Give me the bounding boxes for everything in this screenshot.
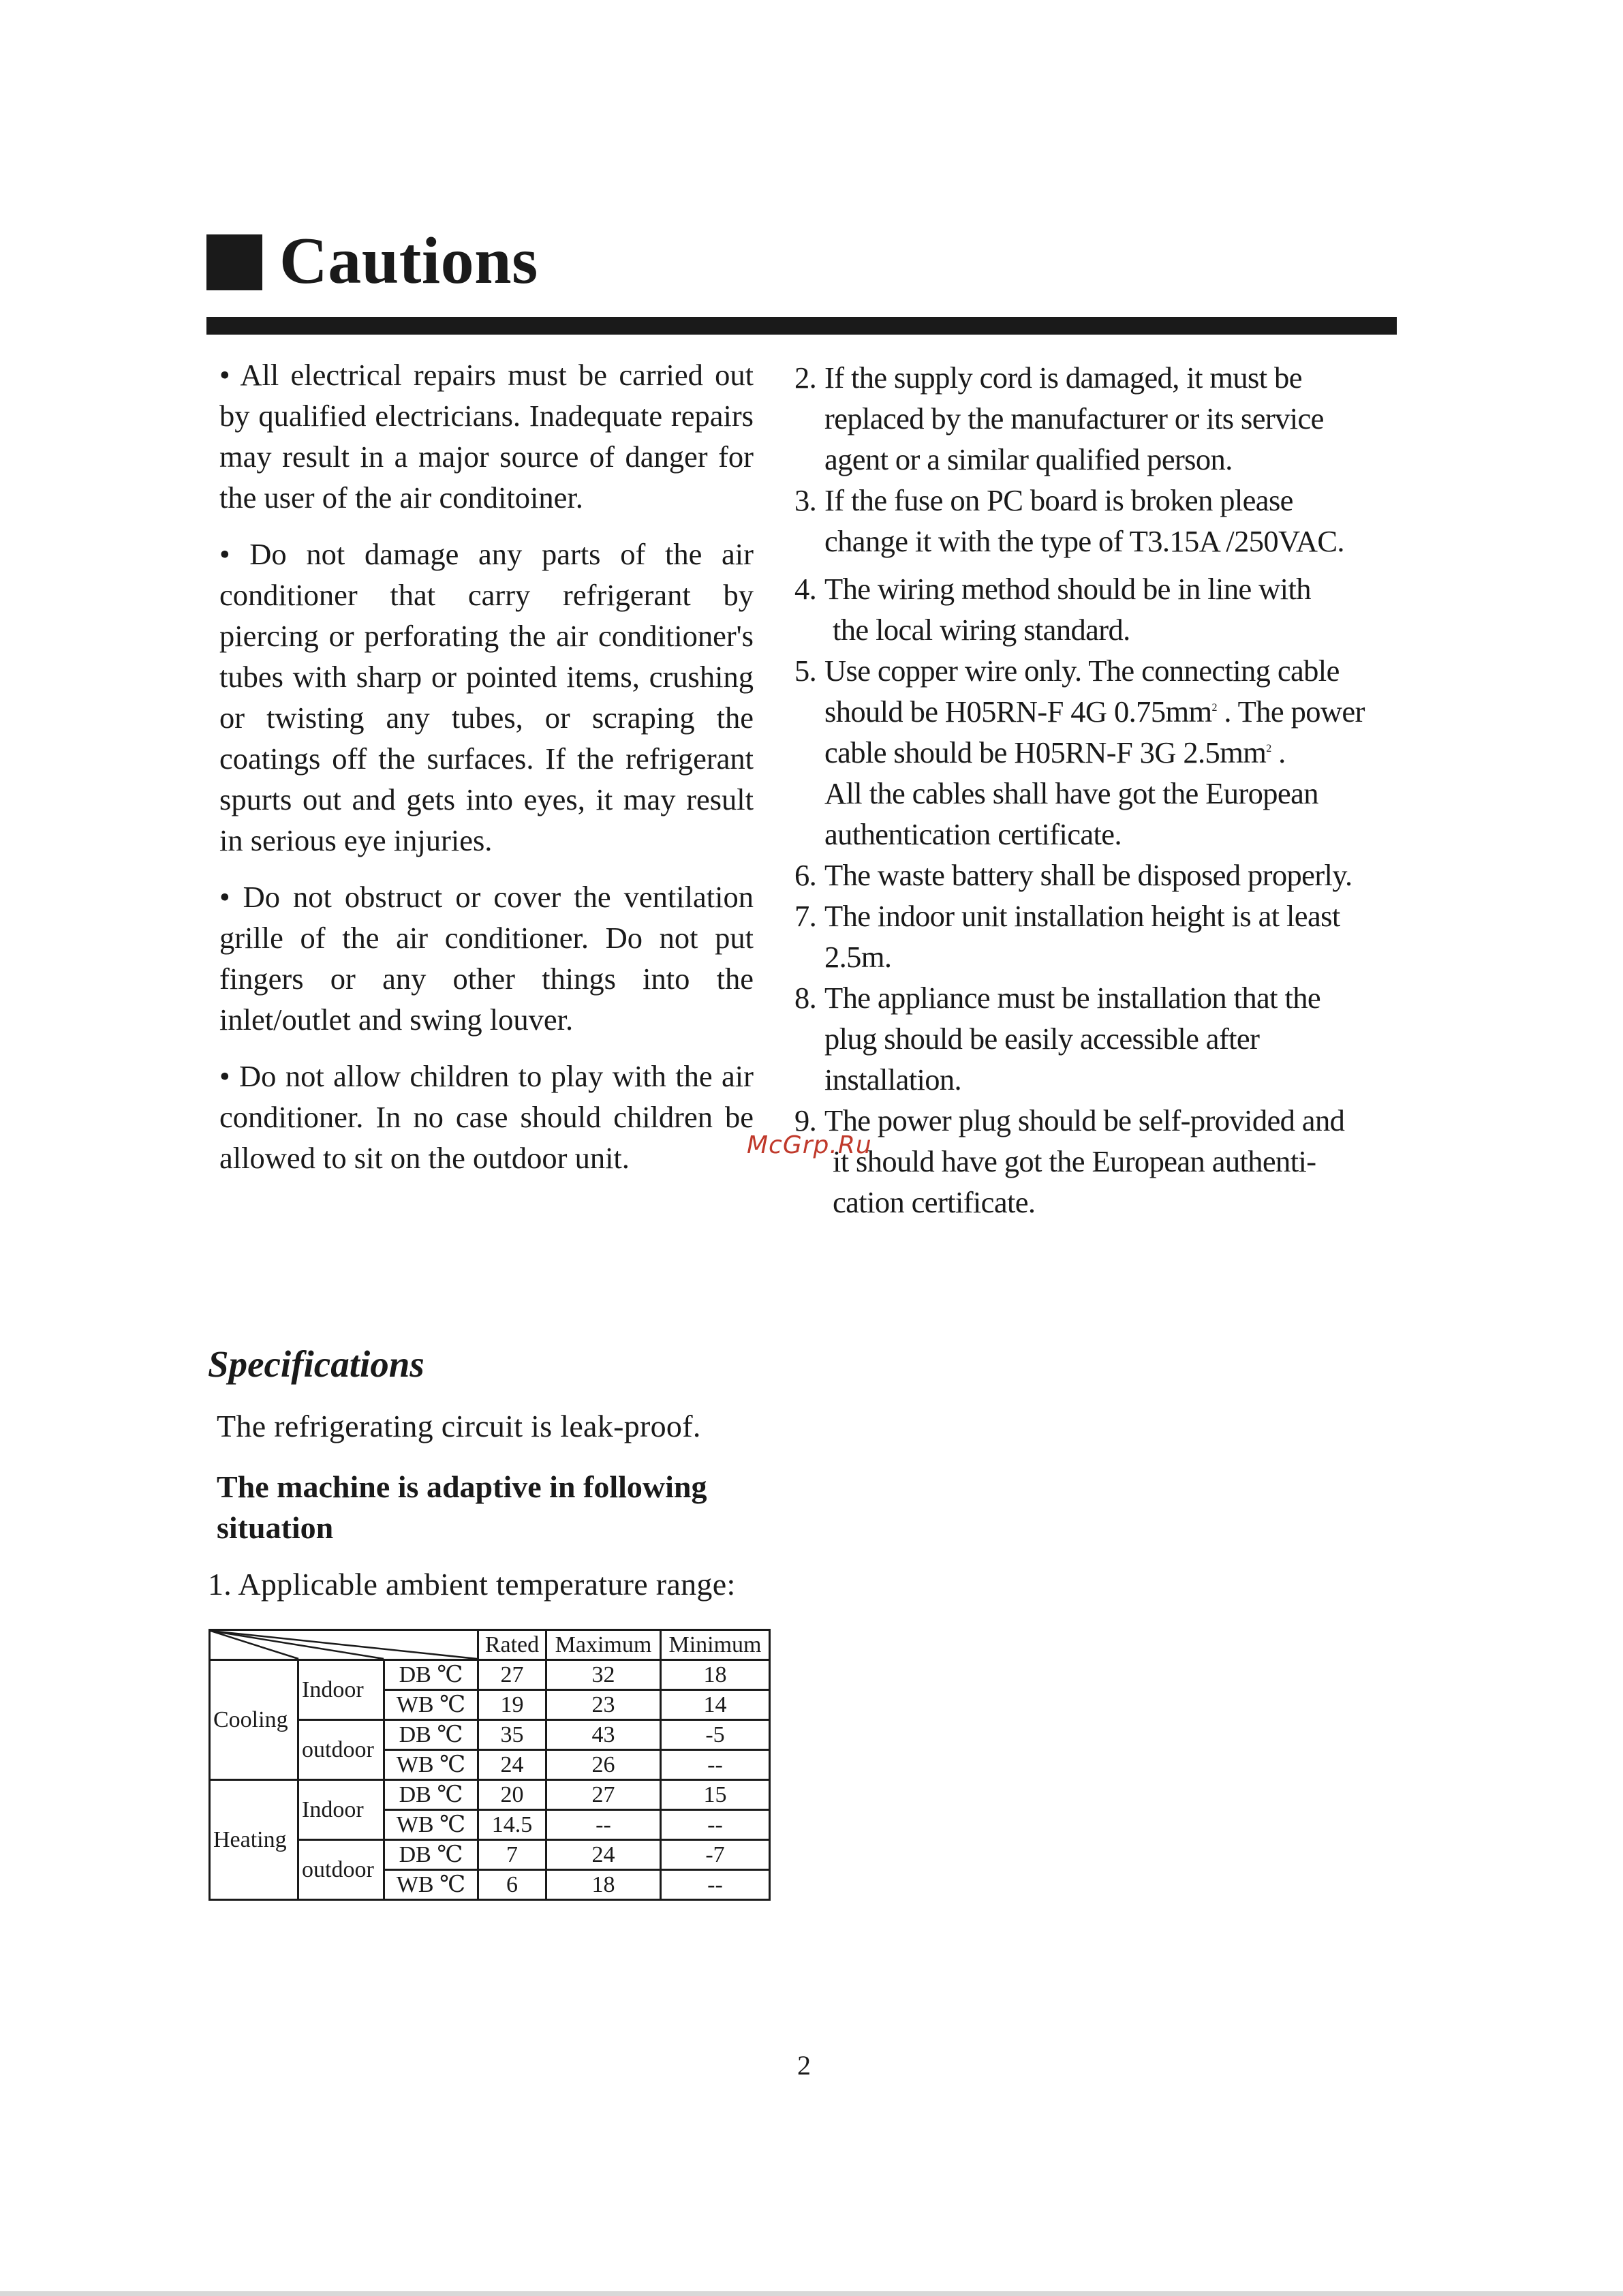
caution-item-9: 9. The power plug should be self-provided and it should have got the European authenti- cation certificate. [794,1103,1345,1219]
table-row: WB ℃ 14.5 -- -- [210,1810,770,1840]
mode-heating: Heating [210,1780,298,1900]
adaptive-situation-text: The machine is adaptive in following situation [217,1469,707,1545]
cautions-left-column [219,354,754,1194]
bottom-divider [0,2291,1623,2296]
page-number: 2 [797,2050,811,2081]
page-title: Cautions [279,224,538,298]
caution-electrical-repairs: • All electrical repairs must be carried out by qualified electricians. Inadequate repairs may result in a major source of danger for the user of the air conditoiner. [219,358,754,515]
table-header-row [210,1630,770,1660]
table-row: Cooling Indoor DB ℃ 27 32 18 [210,1660,770,1690]
caution-item-5: 5. Use copper wire only. The connecting cable should be H05RN-F 4G $0.75mm^2$ . The power cable should be H05RN-F 3G $2.5mm^2$ . All the cables shall have got the European authentication certificate. [794,654,1365,851]
watermark: McGrp.Ru [747,1131,872,1159]
caution-refrigerant-parts: • Do not damage any parts of the air conditioner that carry refrigerant by piercing or perforating the air conditioner's tubes with sharp or pointed items, crushing or twisting any tubes, or scraping the coatings off the surfaces. If the refrigerant spurts out and gets into eyes, it may result in serious eye injuries. [219,537,754,857]
caution-item-6: 6. The waste battery shall be disposed properly. [794,858,1352,892]
table-row: outdoor DB ℃ 7 24 -7 [210,1840,770,1870]
specifications-heading: Specifications [208,1343,424,1385]
caution-item-4: 4. The wiring method should be in line with the local wiring standard. [794,572,1311,647]
table-row: WB ℃ 6 18 -- [210,1870,770,1900]
mode-cooling: Cooling [210,1660,298,1780]
ambient-temperature-table [208,1629,771,1901]
title-divider [206,317,1397,335]
cautions-right-column [794,357,1408,1223]
location-indoor: Indoor [298,1660,384,1720]
table-row: Heating Indoor DB ℃ 20 27 15 [210,1780,770,1810]
col-header-minimum: Minimum [661,1630,770,1660]
location-outdoor: outdoor [298,1720,384,1780]
leak-proof-text: The refrigerating circuit is leak-proof. [217,1409,701,1443]
location-indoor: Indoor [298,1780,384,1840]
col-header-rated: Rated [478,1630,546,1660]
diagonal-header-cell [210,1630,478,1660]
caution-item-3: 3. If the fuse on PC board is broken please change it with the type of T3.15A /250VAC. [794,483,1344,558]
temperature-range-label: 1. Applicable ambient temperature range: [208,1567,736,1602]
title-square-icon [206,234,262,290]
table-row: outdoor DB ℃ 35 43 -5 [210,1720,770,1750]
caution-ventilation-grille: • Do not obstruct or cover the ventilation grille of the air conditioner. Do not put fingers or any other things into the inlet/outlet and swing louver. [219,880,754,1037]
caution-item-8: 8. The appliance must be installation that the plug should be easily accessible after installation. [794,981,1321,1097]
caution-children: • Do not allow children to play with the air conditioner. In no case should children be allowed to sit on the outdoor unit. [219,1059,754,1175]
caution-item-7: 7. The indoor unit installation height is at least 2.5m. [794,899,1340,974]
caution-item-2: 2. If the supply cord is damaged, it must be replaced by the manufacturer or its service agent or a similar qualified person. [794,361,1324,476]
col-header-maximum: Maximum [546,1630,661,1660]
diagonal-lines-icon [211,1631,477,1659]
location-outdoor: outdoor [298,1840,384,1900]
table-row: WB ℃ 24 26 -- [210,1750,770,1780]
table-row: WB ℃ 19 23 14 [210,1690,770,1720]
